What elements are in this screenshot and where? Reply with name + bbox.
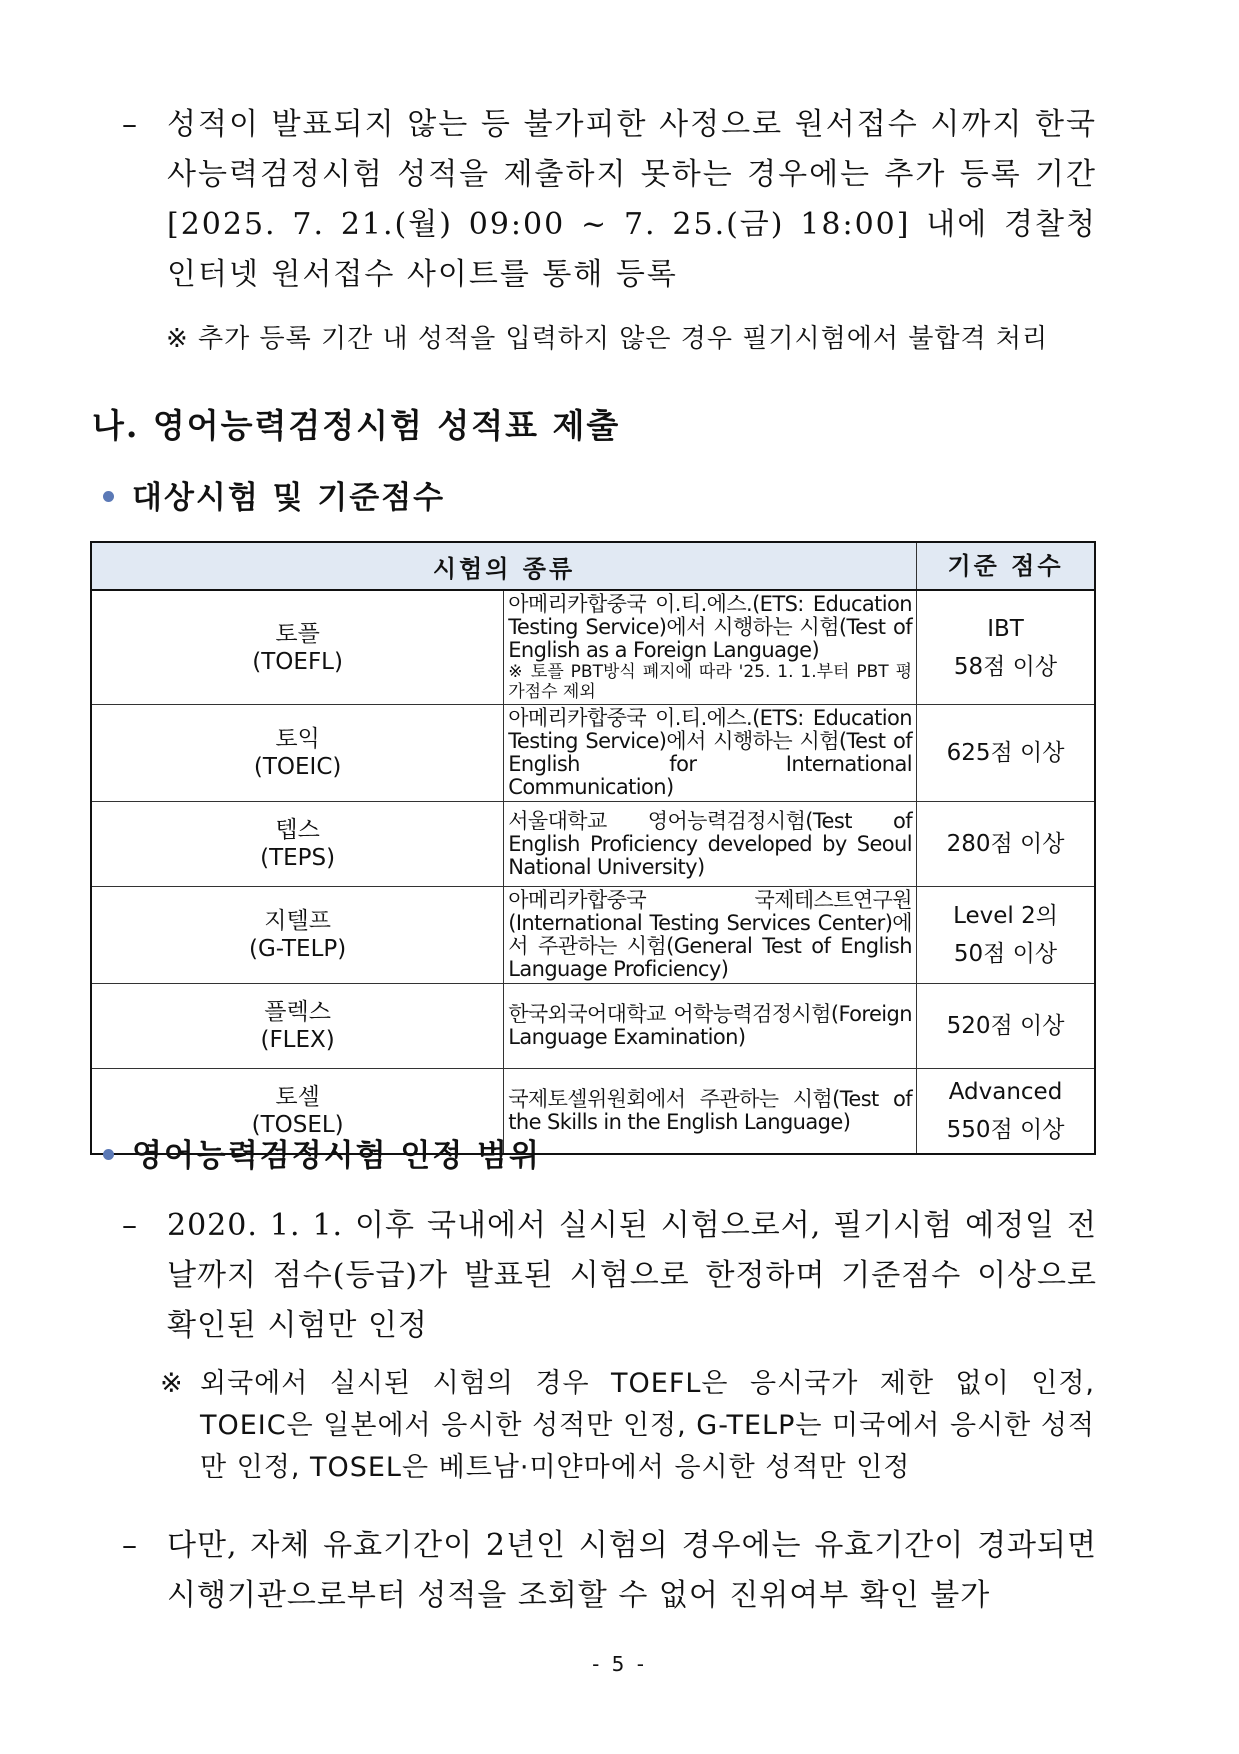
scope-paragraph [122, 1201, 1097, 1351]
score-line-1: 520점 이상 [946, 1013, 1065, 1039]
exam-name-en: (TEPS) [260, 845, 336, 871]
table-row [91, 705, 1095, 802]
score-line-1: IBT [987, 615, 1024, 642]
exam-description-text: 서울대학교 영어능력검정시험(Test of English Proficiency developed by Seoul National University) [508, 808, 912, 879]
exam-table [90, 541, 1096, 1155]
exam-name-en: (TOSEL) [251, 1111, 344, 1138]
dash-marker: – [122, 107, 139, 142]
exam-name-en: (FLEX) [260, 1027, 335, 1053]
bullet-dot-icon [103, 491, 114, 502]
exam-description-text: 아메리카합중국 국제테스트연구원(International Testing Services Center)에서 주관하는 시험(General Test of English Language Proficiency) [508, 888, 912, 981]
exam-name-en: (TOEFL) [252, 648, 343, 675]
exam-score [917, 984, 1096, 1069]
scope-heading-text: 영어능력검정시험 인정 범위 [132, 1138, 541, 1174]
scope-text: 2020. 1. 1. 이후 국내에서 실시된 시험으로서, 필기시험 예정일 전날까지 점수(등급)가 발표된 시험으로 한정하며 기준점수 이상으로 확인된 시험만 인정 [167, 1208, 1097, 1343]
exam-name-ko: 지텔프 [264, 908, 331, 934]
exam-description [504, 590, 917, 705]
exam-name [91, 705, 504, 802]
intro-note: ※ 추가 등록 기간 내 성적을 입력하지 않은 경우 필기시험에서 불합격 처리 [166, 324, 1049, 354]
exam-description-text: 아메리카합중국 이.티.에스.(ETS: Education Testing Service)에서 시행하는 시험(Test of English as a Foreign Language) [508, 592, 912, 662]
validity-text: 다만, 자체 유효기간이 2년인 시험의 경우에는 유효기간이 경과되면 시행기관으로부터 성적을 조회할 수 없어 진위여부 확인 불가 [167, 1528, 1097, 1613]
exam-description [504, 1069, 917, 1154]
table-row [91, 590, 1095, 705]
header-standard-score: 기준 점수 [917, 542, 1096, 590]
score-line-2: 58점 이상 [953, 653, 1058, 680]
exam-name [91, 802, 504, 887]
exam-name-ko: 토셀 [275, 1083, 320, 1110]
exam-name-ko: 텝스 [275, 817, 320, 843]
exam-description-text: 한국외국어대학교 어학능력검정시험(Foreign Language Examination) [508, 1002, 912, 1049]
exam-name [91, 984, 504, 1069]
page-number: - 5 - [592, 1652, 647, 1676]
exam-score [917, 705, 1096, 802]
table-row [91, 887, 1095, 984]
exam-name-en: (G-TELP) [249, 936, 347, 962]
section-title: 나. 영어능력검정시험 성적표 제출 [92, 406, 621, 445]
exam-name-en: (TOEIC) [253, 754, 342, 780]
exam-description [504, 887, 917, 984]
bullet-dot-icon [103, 1149, 114, 1160]
intro-paragraph [122, 100, 1097, 300]
score-line-1: Advanced [948, 1078, 1063, 1105]
exam-description [504, 802, 917, 887]
exam-score [917, 887, 1096, 984]
dash-marker: – [122, 1208, 138, 1243]
scope-heading [103, 1130, 541, 1175]
intro-text: 성적이 발표되지 않는 등 불가피한 사정으로 원서접수 시까지 한국사능력검정시험 성적을 제출하지 못하는 경우에는 추가 등록 기간[2025. 7. 21.(월) 09:00 ~ 7. 25.(금) 18:00] 내에 경찰청 인터넷 원서접수 사이트를 통해 등록 [167, 107, 1097, 292]
exam-name-ko: 플렉스 [264, 999, 331, 1025]
exam-name [91, 887, 504, 984]
target-heading-text: 대상시험 및 기준점수 [132, 480, 446, 516]
score-line-2: 550점 이상 [946, 1116, 1065, 1143]
score-line-1: 625점 이상 [946, 740, 1065, 766]
exam-description [504, 705, 917, 802]
exam-name-ko: 토익 [275, 726, 320, 752]
exam-description [504, 984, 917, 1069]
dash-marker: – [122, 1528, 138, 1563]
exam-description-text: 국제토셀위원회에서 주관하는 시험(Test of the Skills in the English Language) [508, 1086, 912, 1134]
exam-score [917, 802, 1096, 887]
exam-name-ko: 토플 [275, 620, 320, 647]
score-line-1: 280점 이상 [946, 831, 1065, 857]
table-row [91, 984, 1095, 1069]
exam-description-note: ※ 토플 PBT방식 폐지에 따라 '25. 1. 1.부터 PBT 평가점수 제외 [508, 662, 912, 702]
exam-score [917, 590, 1096, 705]
exam-score [917, 1069, 1096, 1154]
exam-name [91, 590, 504, 705]
header-exam-type: 시험의 종류 [91, 542, 917, 590]
table-header-row [91, 542, 1095, 590]
score-line-1: Level 2의 [953, 903, 1058, 929]
scope-note [160, 1363, 1095, 1489]
table-row [91, 802, 1095, 887]
exam-description-text: 아메리카합중국 이.티.에스.(ETS: Education Testing Service)에서 시행하는 시험(Test of English for International Communication) [508, 706, 912, 799]
score-line-2: 50점 이상 [953, 941, 1058, 967]
validity-paragraph [122, 1521, 1097, 1621]
scope-note-text: 외국에서 실시된 시험의 경우 TOEFL은 응시국가 제한 없이 인정, TOEIC은 일본에서 응시한 성적만 인정, G-TELP는 미국에서 응시한 성적만 인정, TOSEL은 베트남·미얀마에서 응시한 성적만 인정 [200, 1368, 1095, 1483]
target-heading [103, 472, 445, 517]
reference-mark: ※ [160, 1368, 184, 1399]
